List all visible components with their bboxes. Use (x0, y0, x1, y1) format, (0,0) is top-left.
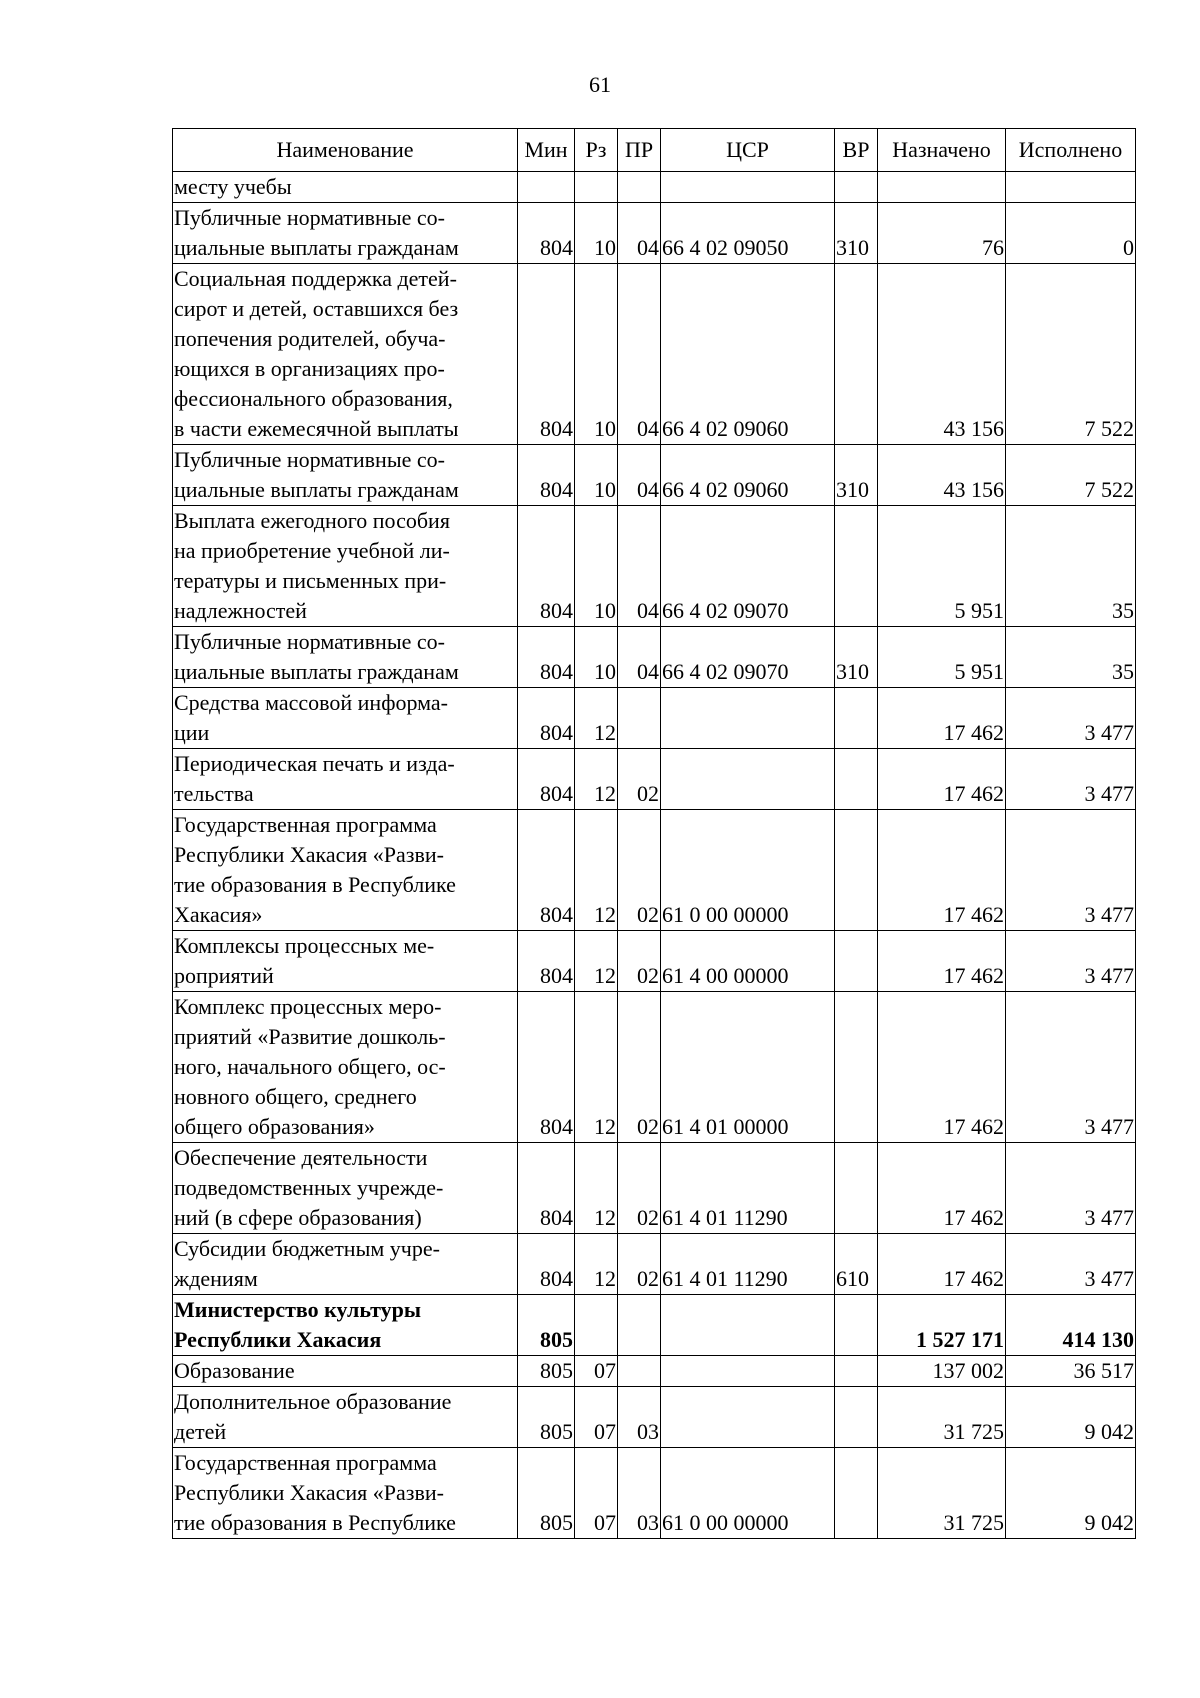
cell-executed: 7 522 (1006, 264, 1136, 445)
cell-min: 804 (518, 749, 575, 810)
table-row (173, 627, 1136, 688)
table-row (173, 264, 1136, 445)
header-rz: Рз (575, 129, 618, 172)
cell-rz: 10 (575, 627, 618, 688)
cell-vr: 310 (835, 203, 878, 264)
table-row (173, 992, 1136, 1143)
cell-pr (618, 688, 661, 749)
cell-rz: 10 (575, 203, 618, 264)
cell-rz: 07 (575, 1356, 618, 1387)
cell-name: Государственная программа Республики Хакасия «Разви- тие образования в Республике Хакасия» (173, 810, 518, 931)
cell-pr: 02 (618, 931, 661, 992)
cell-pr (618, 172, 661, 203)
cell-min: 804 (518, 1234, 575, 1295)
cell-assigned: 17 462 (878, 931, 1006, 992)
cell-pr: 04 (618, 506, 661, 627)
cell-rz: 12 (575, 688, 618, 749)
cell-executed: 0 (1006, 203, 1136, 264)
cell-pr: 03 (618, 1387, 661, 1448)
cell-executed: 35 (1006, 627, 1136, 688)
cell-min: 804 (518, 688, 575, 749)
cell-vr (835, 264, 878, 445)
table-body (173, 172, 1136, 1539)
cell-pr: 04 (618, 445, 661, 506)
cell-assigned: 1 527 171 (878, 1295, 1006, 1356)
cell-executed: 3 477 (1006, 688, 1136, 749)
cell-assigned: 5 951 (878, 506, 1006, 627)
cell-assigned: 17 462 (878, 688, 1006, 749)
cell-vr (835, 810, 878, 931)
cell-pr: 03 (618, 1448, 661, 1539)
cell-assigned: 43 156 (878, 445, 1006, 506)
cell-pr: 02 (618, 1143, 661, 1234)
table-row (173, 172, 1136, 203)
cell-vr (835, 1356, 878, 1387)
cell-executed: 3 477 (1006, 749, 1136, 810)
cell-csr: 66 4 02 09060 (661, 264, 835, 445)
cell-min: 805 (518, 1448, 575, 1539)
cell-csr: 61 0 00 00000 (661, 1448, 835, 1539)
page-number: 61 (589, 72, 611, 97)
cell-name: Средства массовой информа- ции (173, 688, 518, 749)
cell-assigned: 17 462 (878, 992, 1006, 1143)
cell-vr (835, 1448, 878, 1539)
cell-min: 804 (518, 203, 575, 264)
budget-table (172, 128, 1136, 1539)
table-row (173, 688, 1136, 749)
cell-executed: 3 477 (1006, 992, 1136, 1143)
cell-vr (835, 1387, 878, 1448)
cell-vr (835, 688, 878, 749)
cell-csr (661, 749, 835, 810)
cell-pr: 02 (618, 992, 661, 1143)
cell-min: 805 (518, 1387, 575, 1448)
cell-vr: 610 (835, 1234, 878, 1295)
cell-pr: 02 (618, 810, 661, 931)
cell-name: месту учебы (173, 172, 518, 203)
cell-assigned: 76 (878, 203, 1006, 264)
cell-csr: 66 4 02 09070 (661, 506, 835, 627)
cell-executed: 3 477 (1006, 1143, 1136, 1234)
header-name: Наименование (173, 129, 518, 172)
table-row (173, 931, 1136, 992)
cell-csr: 61 4 01 11290 (661, 1143, 835, 1234)
cell-vr (835, 1143, 878, 1234)
cell-name: Периодическая печать и изда- тельства (173, 749, 518, 810)
cell-rz: 12 (575, 749, 618, 810)
cell-executed: 35 (1006, 506, 1136, 627)
cell-rz (575, 1295, 618, 1356)
cell-min: 804 (518, 506, 575, 627)
cell-name: Социальная поддержка детей- сирот и детей, оставшихся без попечения родителей, обуча- ющихся в организациях про- фессионального образования, в части ежемесячной выплаты (173, 264, 518, 445)
cell-min: 804 (518, 627, 575, 688)
table-row (173, 1295, 1136, 1356)
cell-name: Публичные нормативные со- циальные выплаты гражданам (173, 627, 518, 688)
cell-name: Публичные нормативные со- циальные выплаты гражданам (173, 203, 518, 264)
cell-assigned: 137 002 (878, 1356, 1006, 1387)
cell-pr: 04 (618, 203, 661, 264)
cell-min: 804 (518, 264, 575, 445)
cell-vr: 310 (835, 445, 878, 506)
cell-csr (661, 1387, 835, 1448)
header-min: Мин (518, 129, 575, 172)
cell-pr: 04 (618, 627, 661, 688)
cell-csr (661, 1295, 835, 1356)
cell-name: Выплата ежегодного пособия на приобретение учебной ли- тературы и письменных при- надлежностей (173, 506, 518, 627)
cell-vr (835, 506, 878, 627)
header-assigned: Назначено (878, 129, 1006, 172)
cell-assigned: 17 462 (878, 1143, 1006, 1234)
cell-vr (835, 992, 878, 1143)
cell-rz: 12 (575, 810, 618, 931)
cell-rz: 10 (575, 445, 618, 506)
cell-rz: 12 (575, 992, 618, 1143)
table-row (173, 1356, 1136, 1387)
cell-pr (618, 1295, 661, 1356)
table-row (173, 1143, 1136, 1234)
cell-min: 805 (518, 1295, 575, 1356)
cell-assigned: 43 156 (878, 264, 1006, 445)
header-csr: ЦСР (661, 129, 835, 172)
header-pr: ПР (618, 129, 661, 172)
header-vr: ВР (835, 129, 878, 172)
cell-name: Государственная программа Республики Хакасия «Разви- тие образования в Республике (173, 1448, 518, 1539)
cell-assigned: 17 462 (878, 810, 1006, 931)
cell-min: 804 (518, 810, 575, 931)
cell-name: Субсидии бюджетным учре- ждениям (173, 1234, 518, 1295)
cell-rz (575, 172, 618, 203)
cell-vr (835, 172, 878, 203)
cell-assigned: 17 462 (878, 1234, 1006, 1295)
cell-name: Комплексы процессных ме- роприятий (173, 931, 518, 992)
cell-csr (661, 688, 835, 749)
cell-assigned: 17 462 (878, 749, 1006, 810)
cell-executed: 9 042 (1006, 1387, 1136, 1448)
cell-executed: 3 477 (1006, 810, 1136, 931)
cell-name: Обеспечение деятельности подведомственных учрежде- ний (в сфере образования) (173, 1143, 518, 1234)
table-header-row (173, 129, 1136, 172)
table-row (173, 203, 1136, 264)
cell-min: 804 (518, 992, 575, 1143)
cell-name: Комплекс процессных меро- приятий «Развитие дошколь- ного, начального общего, ос- новного общего, среднего общего образования» (173, 992, 518, 1143)
cell-min: 804 (518, 931, 575, 992)
cell-vr (835, 931, 878, 992)
cell-csr: 61 4 00 00000 (661, 931, 835, 992)
header-executed: Исполнено (1006, 129, 1136, 172)
cell-executed: 3 477 (1006, 1234, 1136, 1295)
cell-csr: 66 4 02 09060 (661, 445, 835, 506)
cell-name: Образование (173, 1356, 518, 1387)
cell-assigned: 31 725 (878, 1448, 1006, 1539)
table-row (173, 749, 1136, 810)
cell-assigned: 31 725 (878, 1387, 1006, 1448)
cell-csr: 61 4 01 00000 (661, 992, 835, 1143)
cell-min (518, 172, 575, 203)
cell-csr: 66 4 02 09070 (661, 627, 835, 688)
cell-min: 804 (518, 445, 575, 506)
cell-name: Публичные нормативные со- циальные выплаты гражданам (173, 445, 518, 506)
cell-pr (618, 1356, 661, 1387)
cell-name: Дополнительное образование детей (173, 1387, 518, 1448)
cell-csr: 61 4 01 11290 (661, 1234, 835, 1295)
cell-executed: 3 477 (1006, 931, 1136, 992)
table-row (173, 1387, 1136, 1448)
cell-rz: 07 (575, 1387, 618, 1448)
cell-rz: 07 (575, 1448, 618, 1539)
table-row (173, 810, 1136, 931)
cell-vr (835, 749, 878, 810)
table-row (173, 1234, 1136, 1295)
cell-executed (1006, 172, 1136, 203)
cell-min: 804 (518, 1143, 575, 1234)
cell-pr: 02 (618, 749, 661, 810)
cell-assigned (878, 172, 1006, 203)
cell-vr: 310 (835, 627, 878, 688)
cell-name: Министерство культуры Республики Хакасия (173, 1295, 518, 1356)
cell-csr: 66 4 02 09050 (661, 203, 835, 264)
cell-executed: 414 130 (1006, 1295, 1136, 1356)
cell-min: 805 (518, 1356, 575, 1387)
cell-executed: 9 042 (1006, 1448, 1136, 1539)
table-row (173, 506, 1136, 627)
table-row (173, 1448, 1136, 1539)
cell-assigned: 5 951 (878, 627, 1006, 688)
cell-rz: 12 (575, 1143, 618, 1234)
cell-pr: 02 (618, 1234, 661, 1295)
cell-vr (835, 1295, 878, 1356)
cell-csr (661, 172, 835, 203)
cell-csr: 61 0 00 00000 (661, 810, 835, 931)
cell-executed: 7 522 (1006, 445, 1136, 506)
cell-rz: 12 (575, 1234, 618, 1295)
cell-pr: 04 (618, 264, 661, 445)
cell-rz: 10 (575, 506, 618, 627)
cell-rz: 10 (575, 264, 618, 445)
cell-rz: 12 (575, 931, 618, 992)
cell-executed: 36 517 (1006, 1356, 1136, 1387)
cell-csr (661, 1356, 835, 1387)
table-row (173, 445, 1136, 506)
